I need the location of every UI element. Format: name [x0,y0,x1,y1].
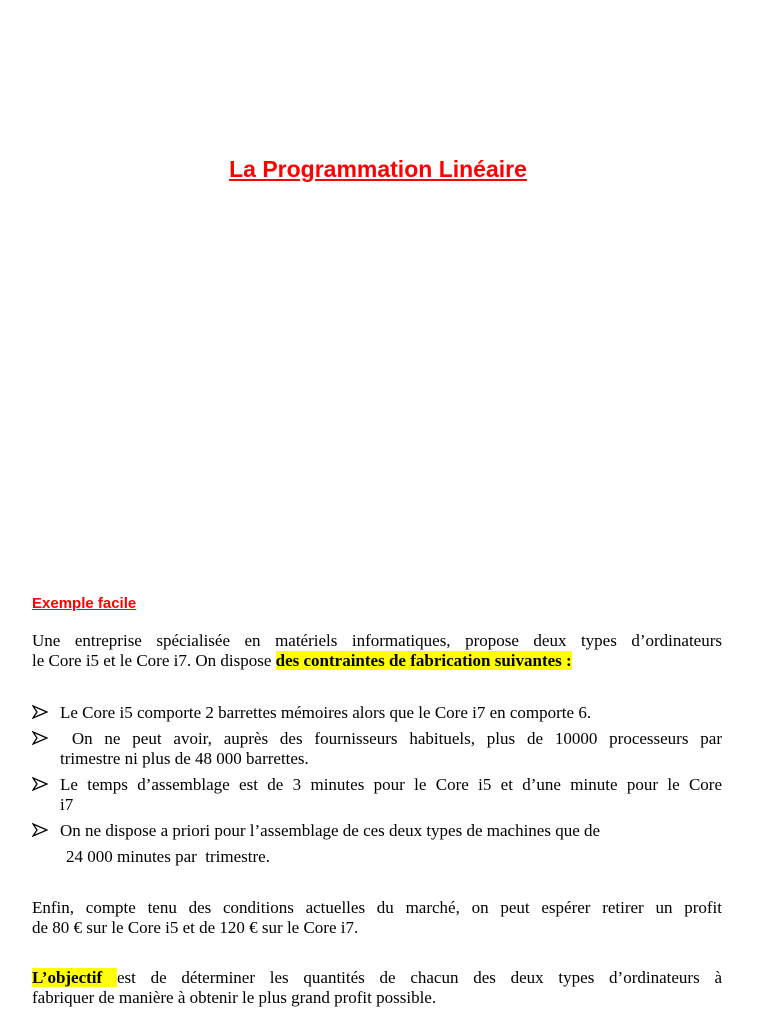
constraint-3-line-1: Le temps d’assemblage est de 3 minutes pour le Core i5 et d’une minute pour le Core [60,775,722,794]
section-title: Exemple facile [32,595,137,612]
profit-paragraph [32,898,722,938]
constraint-4-continuation: 24 000 minutes par trimestre. [66,847,270,866]
arrowhead-bullet-icon [32,776,48,792]
arrowhead-bullet-icon [32,822,48,838]
constraint-3-line-2: i7 [60,795,74,814]
arrowhead-bullet-icon [32,730,48,746]
objective-paragraph [32,968,722,1008]
constraint-2-line-2: trimestre ni plus de 48 000 barrettes. [60,749,309,768]
intro-paragraph [32,631,722,671]
profit-line-2: de 80 € sur le Core i5 et de 120 € sur le Core i7. [32,918,359,937]
intro-line-2 [32,651,722,671]
page-title: La Programmation Linéaire [229,156,527,182]
objective-line-2: fabriquer de manière à obtenir le plus grand profit possible. [32,988,437,1007]
objective-line-1-text: est de déterminer les quantités de chacun des deux types d’ordinateurs à [116,968,722,987]
constraint-4-line-1: On ne dispose a priori pour l’assemblage de ces deux types de machines que de [60,821,601,840]
objective-line-1 [32,968,722,988]
constraints-highlight: des contraintes de fabrication suivantes : [275,651,572,670]
objective-highlight: L’objectif [32,968,117,987]
arrowhead-bullet-icon [32,704,48,720]
constraint-2-line-1: On ne peut avoir, auprès des fournisseurs habituels, plus de 10000 processeurs par [60,729,722,748]
intro-line-2-text: le Core i5 et le Core i7. On dispose [32,651,276,670]
constraint-1-line-1: Le Core i5 comporte 2 barrettes mémoires alors que le Core i7 en comporte 6. [60,703,592,722]
intro-line-1: Une entreprise spécialisée en matériels informatiques, propose deux types d’ordinateurs [32,631,722,650]
profit-line-1: Enfin, compte tenu des conditions actuelles du marché, on peut espérer retirer un profit [32,898,722,917]
